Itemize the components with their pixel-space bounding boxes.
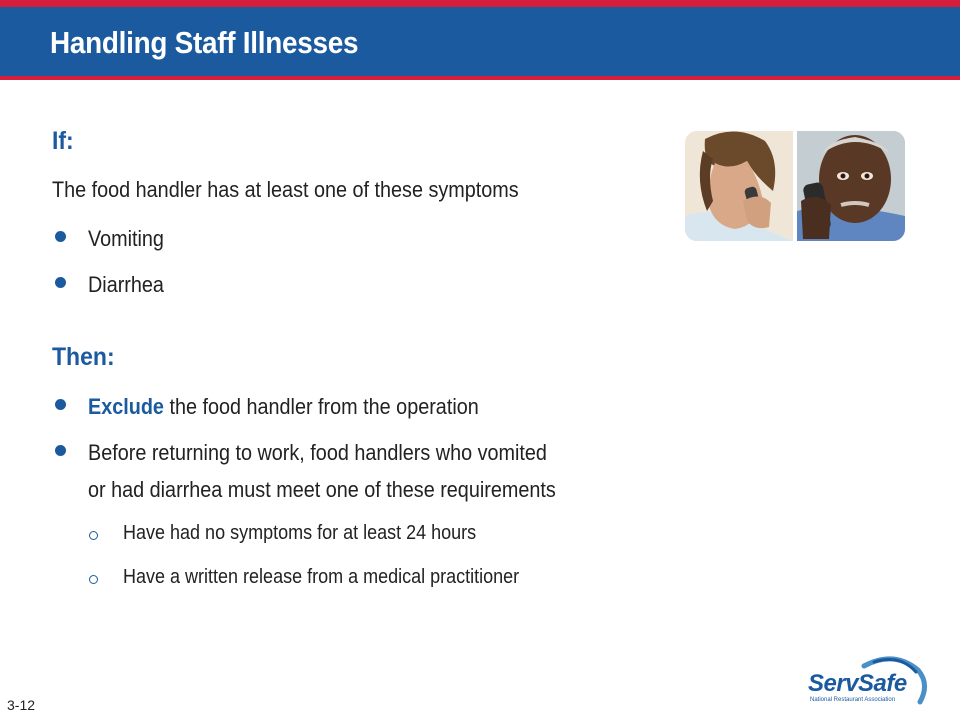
servsafe-logo — [804, 652, 934, 710]
page-number: 3-12 — [7, 697, 36, 713]
title-bar — [0, 0, 960, 80]
action-text — [88, 390, 479, 424]
bullet-dot-icon — [55, 277, 66, 288]
ring-bullet-icon — [89, 531, 98, 540]
bullet-dot-icon — [55, 445, 66, 456]
ring-bullet-icon — [89, 575, 98, 584]
symptom-text: Diarrhea — [88, 272, 164, 297]
logo-tagline: National Restaurant Association — [810, 697, 896, 703]
slide-title: Handling Staff Illnesses — [50, 25, 359, 60]
sick-young-man-photo — [685, 131, 793, 241]
requirement-text: Have had no symptoms for at least 24 hours — [123, 522, 477, 544]
action-text-rest: the food handler from the operation — [163, 394, 479, 419]
requirement-text: Have a written release from a medical practitioner — [123, 566, 520, 588]
bullet-dot-icon — [55, 231, 66, 242]
bullet-dot-icon — [55, 399, 66, 410]
if-heading: If: — [52, 127, 74, 155]
then-heading: Then: — [52, 343, 115, 371]
return-to-work-line1: Before returning to work, food handlers who vomited — [88, 440, 547, 465]
logo-brand-text: ServSafe — [808, 670, 907, 697]
sick-older-man-photo — [797, 131, 905, 241]
symptom-text: Vomiting — [88, 226, 164, 251]
if-intro-text: The food handler has at least one of these symptoms — [52, 177, 519, 202]
exclude-emphasis: Exclude — [88, 394, 164, 419]
return-to-work-line2: or had diarrhea must meet one of these requirements — [88, 477, 556, 502]
